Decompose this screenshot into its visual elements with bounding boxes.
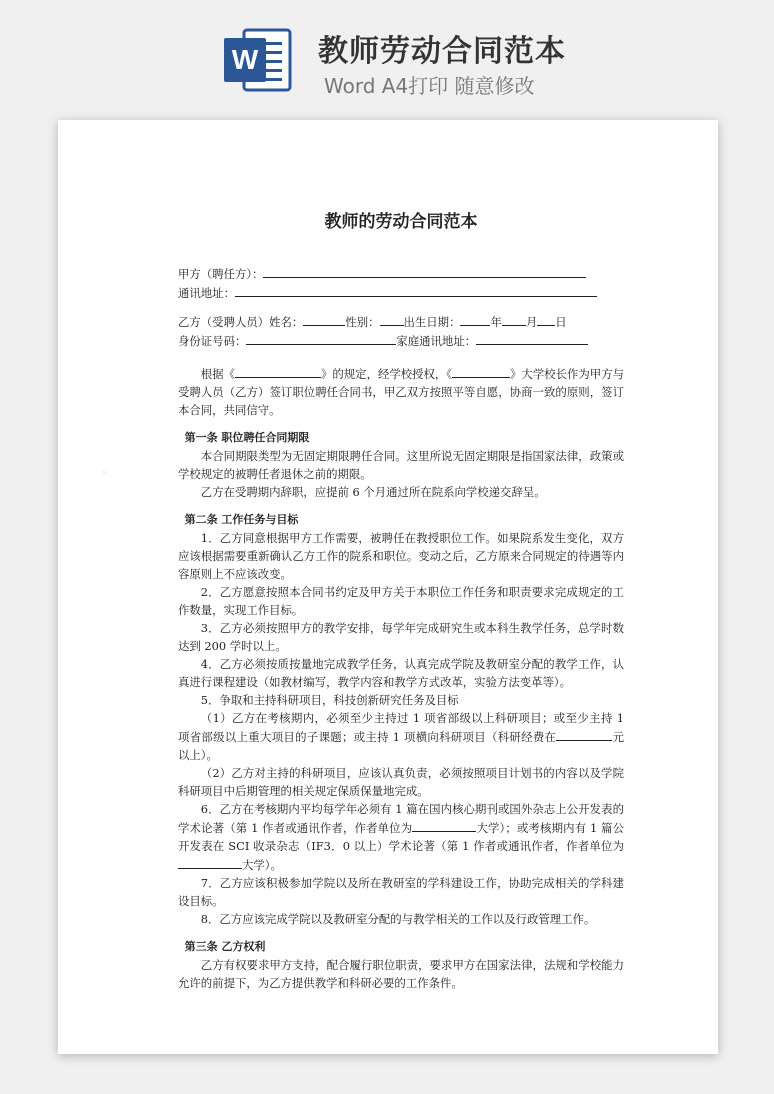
article-1-p1: 本合同期限类型为无固定期限聘任合同。这里所说无固定期限是指国家法律，政策或学校规定的被聘任者退休之前的期限。	[178, 449, 624, 481]
day-label: 日	[555, 315, 567, 329]
month-label: 月	[525, 315, 538, 329]
svg-text:W: W	[231, 44, 259, 75]
id-blank[interactable]	[246, 331, 396, 345]
year-label: 年	[490, 315, 502, 329]
article-3-heading: 第三条 乙方权利	[184, 940, 266, 953]
banner	[0, 0, 774, 112]
home-addr-blank[interactable]	[476, 331, 588, 345]
article-2-p8: 6．乙方在考核期内平均每学年必须有 1 篇在国内核心期刊或国外杂志上公开发表的学术论著（第 1 作者或通讯作者，作者单位为 大学）；或考核期内有 1 篇公开发表在 SCI 收录杂志（IF3．0 以上）学术论著（第 1 作者或通讯作者，作者单位为大学）。	[178, 802, 624, 872]
watermark	[87, 450, 121, 496]
article-2-p2: 2．乙方愿意按照本合同书约定及甲方关于本职位工作任务和职责要求完成规定的工作数量，实现工作目标。	[178, 585, 624, 617]
article-2-p7: （2）乙方对主持的科研项目，应该认真负责，必须按照项目计划书的内容以及学院科研项目中后期管理的相关规定保质保量地完成。	[178, 766, 624, 798]
banner-subtitle: Word A4打印 随意修改	[324, 74, 535, 98]
word-icon	[222, 24, 294, 96]
day-blank[interactable]	[537, 312, 555, 326]
party-a-blank[interactable]	[263, 264, 586, 278]
intro-paragraph: 根据《 》的规定，经学校授权，《 》大学校长作为甲方与受聘人员（乙方）签订职位聘任合同书，甲乙双方按照平等自愿，协商一致的原则，签订本合同，共同信守。	[178, 364, 624, 419]
id-label: 身份证号码：	[178, 334, 247, 348]
party-a-label: 甲方（聘任方）：	[178, 267, 264, 281]
id-line	[178, 331, 624, 350]
funding-blank[interactable]	[556, 727, 612, 741]
address-line	[178, 283, 624, 302]
document-body	[178, 210, 624, 992]
birth-label: 出生日期：	[403, 315, 461, 329]
article-2-heading: 第二条 工作任务与目标	[184, 513, 299, 526]
article-2-p9: 7．乙方应该积极参加学院以及所在教研室的学科建设工作，协助完成相关的学科建设目标。	[178, 876, 624, 908]
banner-title: 教师劳动合同范本	[318, 34, 566, 69]
address-label: 通讯地址：	[178, 286, 235, 300]
party-b-line	[178, 312, 624, 331]
unit-blank-1[interactable]	[412, 818, 476, 832]
address-blank[interactable]	[235, 283, 597, 297]
article-1-p2: 乙方在受聘期内辞职，应提前 6 个月通过所在院系向学校递交辞呈。	[200, 485, 546, 499]
party-a-line	[178, 264, 624, 283]
home-addr-label: 家庭通讯地址：	[396, 334, 477, 348]
law-blank[interactable]	[235, 364, 321, 378]
unit-blank-2[interactable]	[178, 855, 242, 869]
article-3-p1: 乙方有权要求甲方支持，配合履行职位职责，要求甲方在国家法律，法规和学校能力允许的前提下，为乙方提供教学和科研必要的工作条件。	[178, 958, 624, 990]
gender-label: 性别：	[345, 315, 380, 329]
year-blank[interactable]	[460, 312, 490, 326]
document-page	[58, 120, 718, 1054]
document-title: 教师的劳动合同范本	[324, 212, 478, 232]
university-blank[interactable]	[452, 364, 510, 378]
gender-blank[interactable]	[380, 312, 404, 326]
month-blank[interactable]	[502, 312, 526, 326]
article-2-p4: 4．乙方必须按质按量地完成教学任务，认真完成学院及教研室分配的教学工作，认真进行课程建设（如教材编写，教学内容和教学方式改革，实验方法变革等）。	[178, 657, 624, 689]
party-b-label: 乙方（受聘人员）姓名：	[178, 315, 304, 329]
article-2-p6: （1）乙方在考核期内，必须至少主持过 1 项省部级以上科研项目；或至少主持 1 项省部级以上重大项目的子课题；或主持 1 项横向科研项目（科研经费在 元以上）。	[178, 711, 624, 762]
article-2-p1: 1．乙方同意根据甲方工作需要，被聘任在教授职位工作。如果院系发生变化，双方应该根据需要重新确认乙方工作的院系和职位。变动之后，乙方原来合同规定的待遇等内容原则上不应该改变。	[178, 531, 624, 581]
name-blank[interactable]	[303, 312, 345, 326]
article-2-p10: 8．乙方应该完成学院以及教研室分配的与教学相关的工作以及行政管理工作。	[200, 912, 596, 926]
article-1-heading: 第一条 职位聘任合同期限	[184, 431, 310, 444]
article-2-p5: 5．争取和主持科研项目，科技创新研究任务及目标	[200, 693, 459, 707]
article-2-p3: 3．乙方必须按照甲方的教学安排，每学年完成研究生或本科生教学任务，总学时数达到 200 学时以上。	[178, 621, 624, 653]
